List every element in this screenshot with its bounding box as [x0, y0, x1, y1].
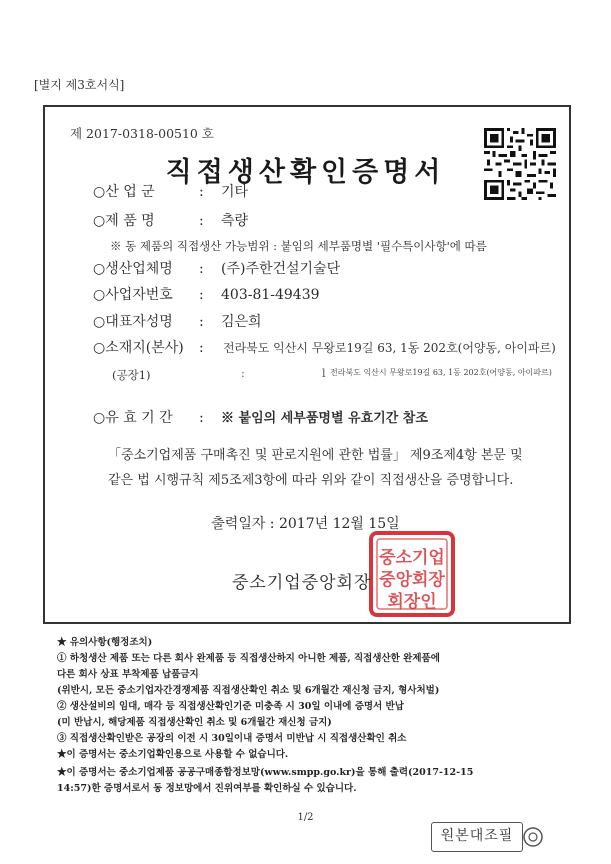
notes-line: ② 생산설비의 임대, 매각 등 직접생산확인기준 미충족 시 30일 이내에 증명서 반납 [57, 701, 404, 712]
notes-line: ③ 직접생산확인받은 공장의 이전 시 30일이내 증명서 미반납 시 직접생산확인 취소 [57, 733, 407, 744]
validity-separator: : [199, 410, 204, 426]
row-label: ○제 품 명 [93, 213, 155, 229]
row-label: ○대표자성명 [93, 314, 173, 330]
production-range-note: ※ 동 제품의 직접생산 가능범위 : 붙임의 세부품명별 '필수특이사항'에 따름 [110, 239, 487, 253]
row-separator: : [199, 340, 204, 356]
statement-line: 같은 법 시행규칙 제5조제3항에 따라 위와 같이 직접생산을 증명합니다. [108, 473, 514, 488]
row-headquarters [93, 337, 221, 357]
seal-text: 중앙회장 [379, 570, 445, 590]
row-label: ○산 업 군 [93, 184, 155, 200]
factory-separator: : [241, 367, 245, 380]
row-business-number [93, 284, 320, 304]
page-title: 직접생산확인증명서 [165, 157, 446, 188]
row-separator: : [199, 261, 204, 277]
notes-line: ★ 유의사항(행정조치) [57, 637, 153, 648]
notes-line: ① 하청생산 제품 또는 다른 회사 완제품 등 직접생산하지 아니한 제품, 직접생산한 완제품에 [57, 653, 440, 664]
row-value: 기타 [221, 184, 249, 200]
notes-line: ★이 증명서는 중소기업제품 공공구매종합정보망(www.smpp.go.kr)을 통해 출력(2017-12-15 [57, 767, 474, 778]
row-separator: : [199, 314, 204, 330]
validity-label: ○유 효 기 간 [93, 410, 173, 426]
issuer-name: 중소기업중앙회장 [232, 573, 372, 593]
notes-line: (위반시, 모든 중소기업자간경쟁제품 직접생산확인 취소 및 6개월간 재신청 금지, 형사처벌) [57, 685, 440, 696]
row-separator: : [199, 287, 204, 303]
factory-mark: l [322, 367, 326, 380]
row-value: 김은희 [221, 314, 262, 330]
factory-address: 전라북도 익산시 무왕로19길 63, 1동 202호(어양동, 아이파르) [330, 368, 552, 377]
seal-text: 회장인 [387, 592, 437, 612]
row-validity [93, 407, 428, 427]
row-label: ○소재지(본사) [93, 340, 184, 356]
notes-line: ★이 증명서는 중소기업확인용으로 사용할 수 없습니다. [57, 749, 289, 760]
headquarters-address: 전라북도 익산시 무왕로19길 63, 1동 202호(어양동, 아이파르) [223, 341, 556, 355]
row-product [93, 210, 248, 230]
row-value: 403-81-49439 [221, 287, 320, 303]
row-value: 측량 [221, 213, 249, 229]
document-number: 제 2017-0318-00510 호 [70, 126, 214, 141]
notes-line: 다른 회사 상표 부착제품 납품금지 [57, 669, 199, 680]
notes-line: (미 반납시, 해당제품 직접생산확인 취소 및 6개월간 재신청 금지) [57, 717, 332, 728]
row-separator: : [199, 213, 204, 229]
row-company [93, 258, 340, 278]
row-value: (주)주한건설기술단 [221, 261, 341, 277]
row-separator: : [199, 184, 204, 200]
form-label: [별지 제3호서식] [34, 78, 125, 92]
official-seal [368, 530, 456, 618]
print-date: 출력일자 : 2017년 12월 15일 [211, 516, 400, 532]
factory-label: (공장1) [112, 368, 151, 382]
row-industry [93, 181, 248, 201]
notes-line: 14:57)한 증명서로서 동 정보망에서 진위여부를 확인하실 수 있습니다. [57, 783, 357, 794]
seal-text: 중소기업 [379, 548, 445, 568]
page-number: 1/2 [297, 812, 314, 823]
row-representative [93, 311, 262, 331]
original-verified-stamp: 원본대조필 [431, 822, 523, 852]
statement-line: 「중소기업제품 구매촉진 및 판로지원에 관한 법률」 제9조제4항 본문 및 [108, 448, 523, 463]
row-label: ○사업자번호 [93, 287, 173, 303]
row-label: ○생산업체명 [93, 261, 173, 277]
validity-value: ※ 붙임의 세부품명별 유효기간 참조 [221, 411, 428, 426]
stamp-circle-icon [522, 826, 544, 848]
